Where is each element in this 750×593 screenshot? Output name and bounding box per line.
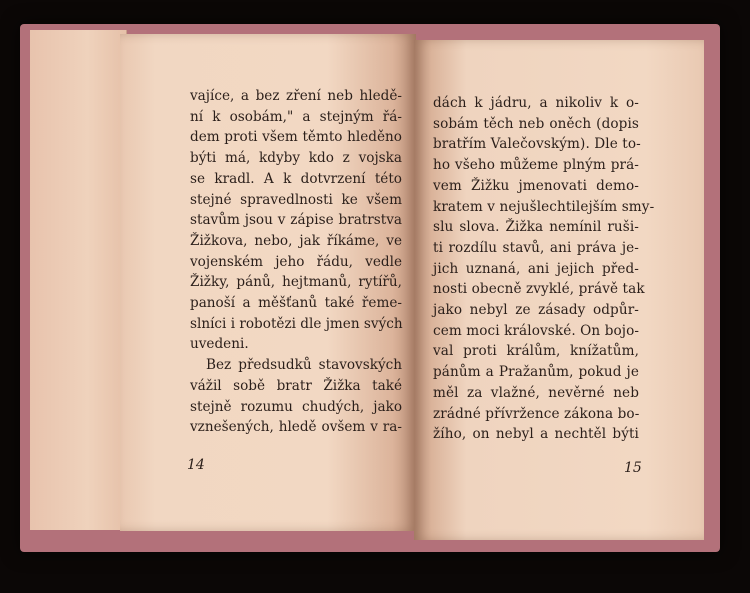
flyleaf: [30, 30, 127, 530]
text-line: panoší a měšťanů také řeme-: [190, 295, 402, 312]
text-line: Žižky, pánů, hejtmanů, rytířů,: [190, 274, 402, 291]
text-line: Bez předsudků stavovských: [206, 357, 402, 374]
text-line: se kradl. A k dotvrzení této: [190, 170, 402, 187]
text-line: stavům jsou v zápise bratrstva: [190, 212, 402, 229]
text-line: sobám těch neb oněch (dopis: [433, 115, 639, 132]
left-page-text: [190, 86, 402, 438]
text-line: měl za vlažné, nevěrné neb: [433, 384, 639, 401]
text-line: dách k jádru, a nikoliv k o-: [433, 95, 639, 111]
text-line: vajíce, a bez zření neb hledě-: [190, 88, 402, 104]
text-line: cem moci královské. On bojo-: [433, 322, 640, 339]
text-line: vojenském jeho řádu, vedle: [190, 253, 402, 270]
text-line: stejné spravedlnosti ke všem: [190, 191, 402, 208]
text-line: stejně rozumu chudých, jako: [190, 398, 402, 415]
right-page-number: 15: [624, 460, 642, 476]
text-line: kratem v nejušlechtilejším smy-: [433, 198, 655, 215]
text-line: val proti králům, knížatům,: [433, 343, 639, 360]
left-page-number: 14: [187, 457, 205, 473]
text-line: býti má, kdyby kdo z vojska: [190, 150, 402, 167]
text-line: ho všeho můžeme plným prá-: [433, 157, 639, 174]
text-line: vážil sobě bratr Žižka také: [190, 377, 402, 394]
text-line: Žižkova, nebo, jak říkáme, ve: [190, 232, 402, 249]
text-line: vem Žižku jmenovati demo-: [433, 177, 639, 194]
text-line: bratřím Valečovským). Dle to-: [433, 136, 641, 153]
text-line: zrádné přívržence zákona bo-: [433, 405, 640, 422]
text-line: pánům a Pražanům, pokud je: [433, 364, 639, 381]
text-line: slu slova. Žižka nemínil ruši-: [433, 219, 639, 236]
text-line: vznešených, hledě ovšem v ra-: [190, 419, 402, 436]
text-line: jich uznaná, ani jejich před-: [433, 260, 639, 277]
right-page-text: [433, 93, 655, 445]
text-line: žího, on nebyl a nechtěl býti: [433, 426, 639, 443]
text-line: uvedeni.: [190, 336, 249, 353]
text-line: dem proti všem těmto hleděno: [190, 129, 402, 146]
text-line: ti rozdílu stavů, ani práva je-: [433, 239, 639, 256]
text-line: jako nebyl ze zásady odpůr-: [433, 302, 639, 319]
text-line: slníci i robotězi dle jmen svých: [190, 315, 403, 332]
text-line: nosti obecně zvyklé, právě tak: [433, 281, 645, 298]
text-line: ní k osobám," a stejným řá-: [190, 108, 402, 125]
